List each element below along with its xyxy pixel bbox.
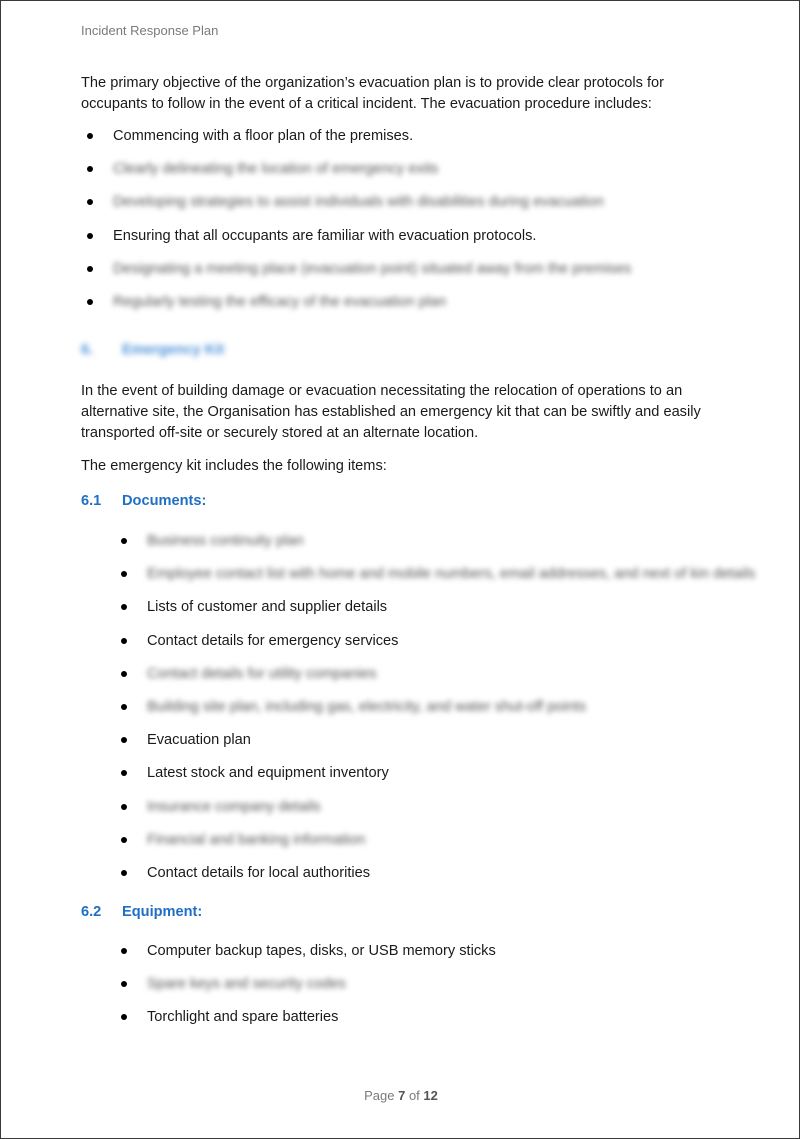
list-item-text: Torchlight and spare batteries bbox=[147, 1009, 339, 1026]
current-page-number: 7 bbox=[398, 1088, 406, 1103]
section-title: Emergency Kit bbox=[122, 342, 225, 358]
redacted-item-text: Designating a meeting place (evacuation point) situated away from the premises bbox=[113, 260, 632, 277]
subsection-title: Documents: bbox=[122, 493, 207, 509]
bullet-icon bbox=[121, 948, 127, 954]
section-number: 6. bbox=[81, 342, 94, 358]
bullet-icon bbox=[87, 199, 93, 205]
bullet-icon bbox=[87, 133, 93, 139]
page-label: Page bbox=[364, 1088, 395, 1103]
bullet-icon bbox=[121, 804, 127, 810]
redacted-item-text: Contact details for utility companies bbox=[147, 665, 377, 682]
kit-lead-paragraph: The emergency kit includes the following items: bbox=[81, 458, 387, 474]
redacted-item-text: Business continuity plan bbox=[147, 533, 304, 549]
redacted-item-text: Spare keys and security codes bbox=[147, 976, 346, 993]
kit-intro-paragraph: In the event of building damage or evacuation necessitating the relocation of operations to an alternative site, the Organisation has established an emergency kit that can be swiftly and easily transported off-site or securely stored at an alternate location. bbox=[81, 383, 701, 441]
bullet-icon bbox=[87, 266, 93, 272]
bullet-icon bbox=[121, 737, 127, 743]
bullet-icon bbox=[87, 233, 93, 239]
redacted-item-text: Regularly testing the efficacy of the evacuation plan bbox=[113, 293, 447, 310]
list-item-text: Contact details for emergency services bbox=[147, 632, 399, 649]
list-item-text: Contact details for local authorities bbox=[147, 864, 371, 881]
redacted-item-text: Insurance company details bbox=[147, 798, 321, 815]
subsection-number: 6.2 bbox=[81, 904, 102, 920]
bullet-icon bbox=[121, 837, 127, 843]
bullet-icon bbox=[121, 638, 127, 644]
redacted-item-text: Employee contact list with home and mobile numbers, email addresses, and next of kin details bbox=[147, 566, 756, 583]
bullet-icon bbox=[121, 671, 127, 677]
intro-paragraph: The primary objective of the organization’s evacuation plan is to provide clear protocols for occupants to follow in the event of a critical incident. The evacuation procedure includes: bbox=[81, 75, 664, 112]
redacted-item-text: Financial and banking information bbox=[147, 831, 366, 848]
list-item-text: Computer backup tapes, disks, or USB memory sticks bbox=[147, 943, 496, 959]
list-item-text: Evacuation plan bbox=[147, 732, 251, 749]
page-header: Incident Response Plan bbox=[81, 23, 219, 38]
bullet-icon bbox=[121, 604, 127, 610]
list-item-text: Latest stock and equipment inventory bbox=[147, 765, 389, 782]
list-item-text: Commencing with a floor plan of the premises. bbox=[113, 128, 414, 144]
total-pages-number: 12 bbox=[423, 1088, 438, 1103]
list-item-text: Ensuring that all occupants are familiar with evacuation protocols. bbox=[113, 227, 537, 244]
page-footer bbox=[1, 1088, 800, 1103]
bullet-icon bbox=[121, 538, 127, 544]
bullet-icon bbox=[121, 870, 127, 876]
page-of-label: of bbox=[408, 1088, 420, 1103]
list-item-text: Lists of customer and supplier details bbox=[147, 599, 388, 616]
subsection-heading-documents bbox=[81, 493, 206, 509]
bullet-icon bbox=[121, 1014, 127, 1020]
bullet-icon bbox=[121, 770, 127, 776]
section-heading bbox=[81, 342, 224, 358]
bullet-icon bbox=[87, 166, 93, 172]
bullet-icon bbox=[121, 981, 127, 987]
bullet-icon bbox=[121, 704, 127, 710]
subsection-title: Equipment: bbox=[122, 904, 203, 920]
redacted-item-text: Building site plan, including gas, electricity, and water shut-off points bbox=[147, 698, 587, 715]
bullet-icon bbox=[121, 571, 127, 577]
bullet-icon bbox=[87, 299, 93, 305]
subsection-heading-equipment bbox=[81, 904, 202, 920]
redacted-item-text: Developing strategies to assist individuals with disabilities during evacuation bbox=[113, 194, 604, 211]
redacted-item-text: Clearly delineating the location of emergency exits bbox=[113, 161, 439, 178]
subsection-number: 6.1 bbox=[81, 493, 102, 509]
